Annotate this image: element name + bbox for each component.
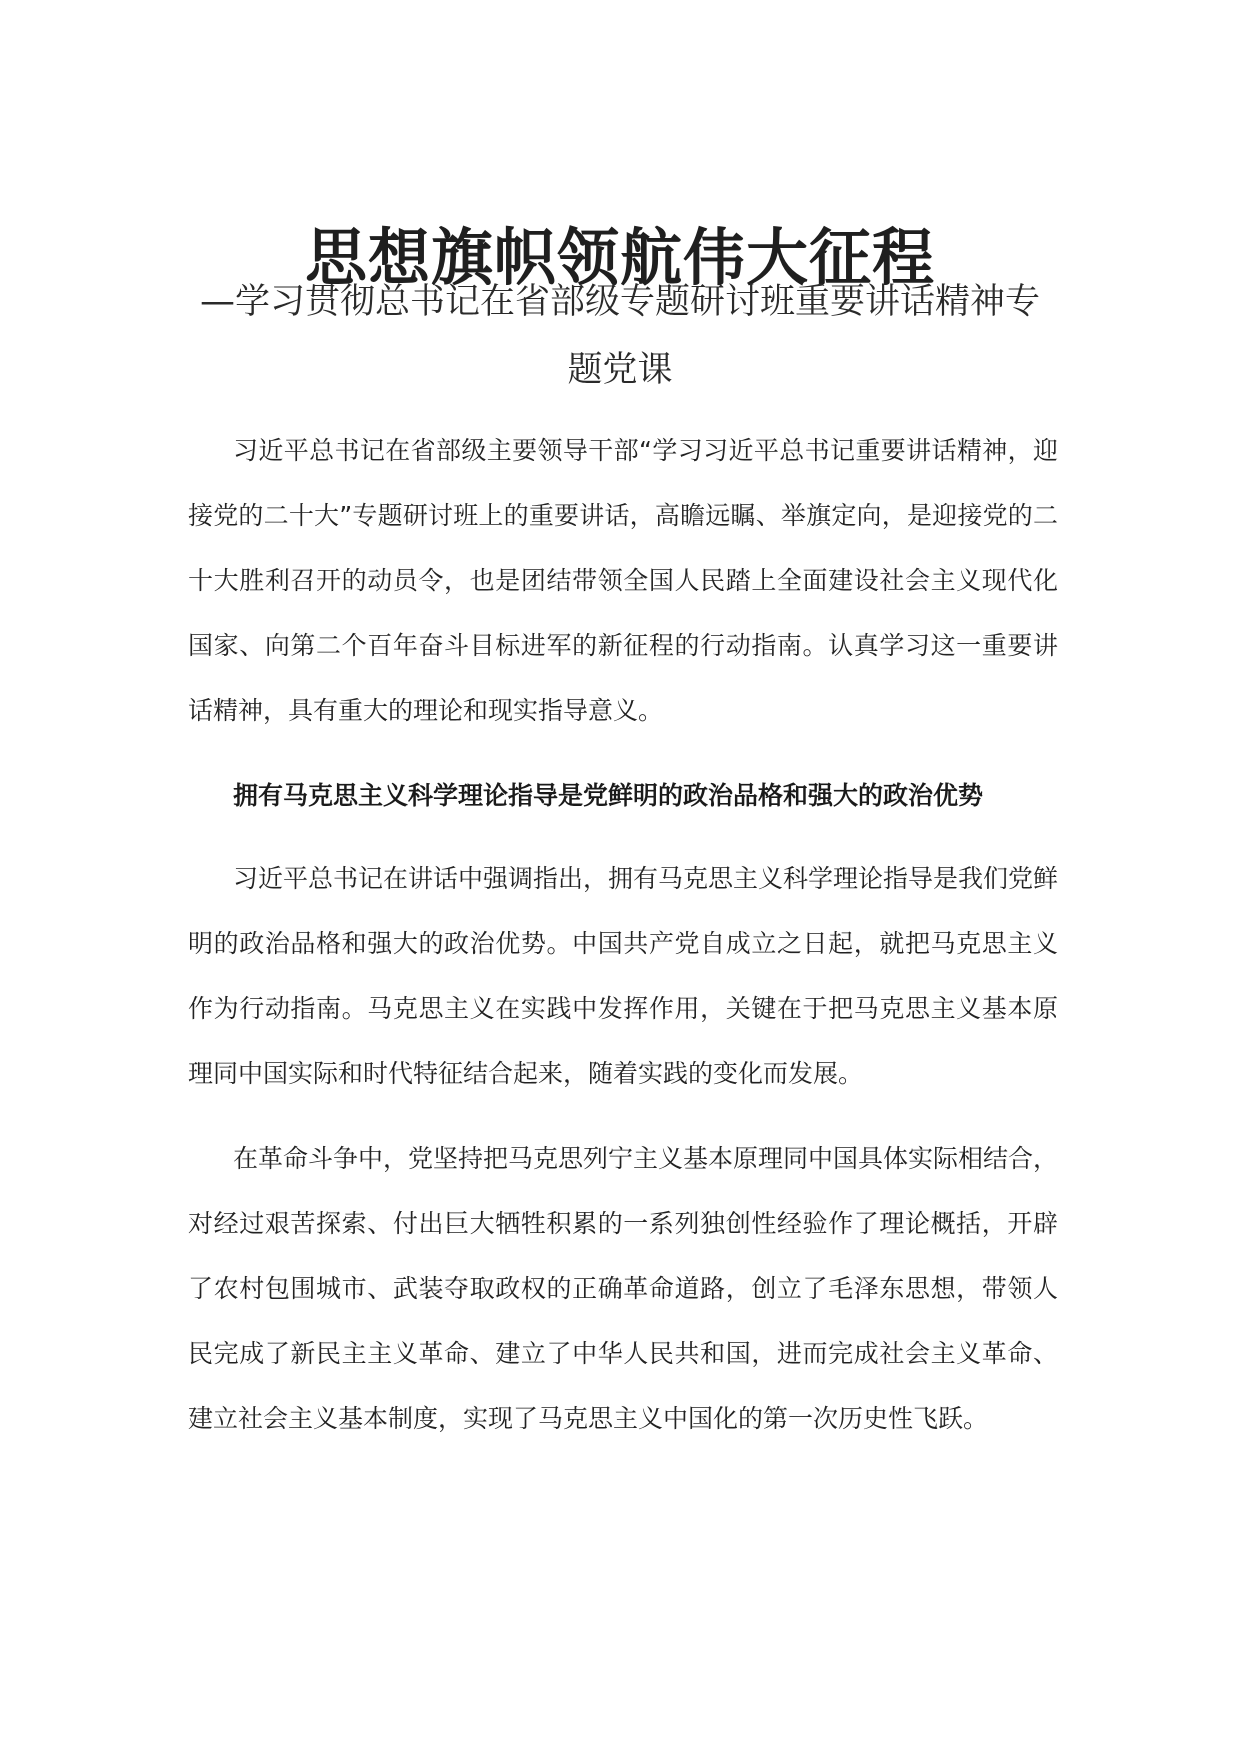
document-subtitle: —学习贯彻总书记在省部级专题研讨班重要讲话精神专题党课 <box>199 282 1040 390</box>
section-heading: 拥有马克思主义科学理论指导是党鲜明的政治品格和强大的政治优势 <box>233 781 984 810</box>
document-title: 思想旗帜领航伟大征程 <box>304 220 935 294</box>
intro-paragraph: 习近平总书记在省部级主要领导干部“学习习近平总书记重要讲话精神，迎接党的二十大”专题研讨班上的重要讲话，高瞻远瞩、举旗定向，是迎接党的二十大胜利召开的动员令，也是团结带领全国人民踏上全面建设社会主义现代化国家、向第二个百年奋斗目标进军的新征程的行动指南。认真学习这一重要讲话精神，具有重大的理论和现实指导意义。 <box>188 436 1058 725</box>
body-paragraph-1: 习近平总书记在讲话中强调指出，拥有马克思主义科学理论指导是我们党鲜明的政治品格和强大的政治优势。中国共产党自成立之日起，就把马克思主义作为行动指南。马克思主义在实践中发挥作用，关键在于把马克思主义基本原理同中国实际和时代特征结合起来，随着实践的变化而发展。 <box>188 864 1059 1088</box>
body-paragraph-2: 在革命斗争中，党坚持把马克思列宁主义基本原理同中国具体实际相结合，对经过艰苦探索、付出巨大牺牲积累的一系列独创性经验作了理论概括，开辟了农村包围城市、武装夺取政权的正确革命道路，创立了毛泽东思想，带领人民完成了新民主主义革命、建立了中华人民共和国，进而完成社会主义革命、建立社会主义基本制度，实现了马克思主义中国化的第一次历史性飞跃。 <box>188 1144 1059 1433</box>
document-body <box>188 418 1058 1471</box>
